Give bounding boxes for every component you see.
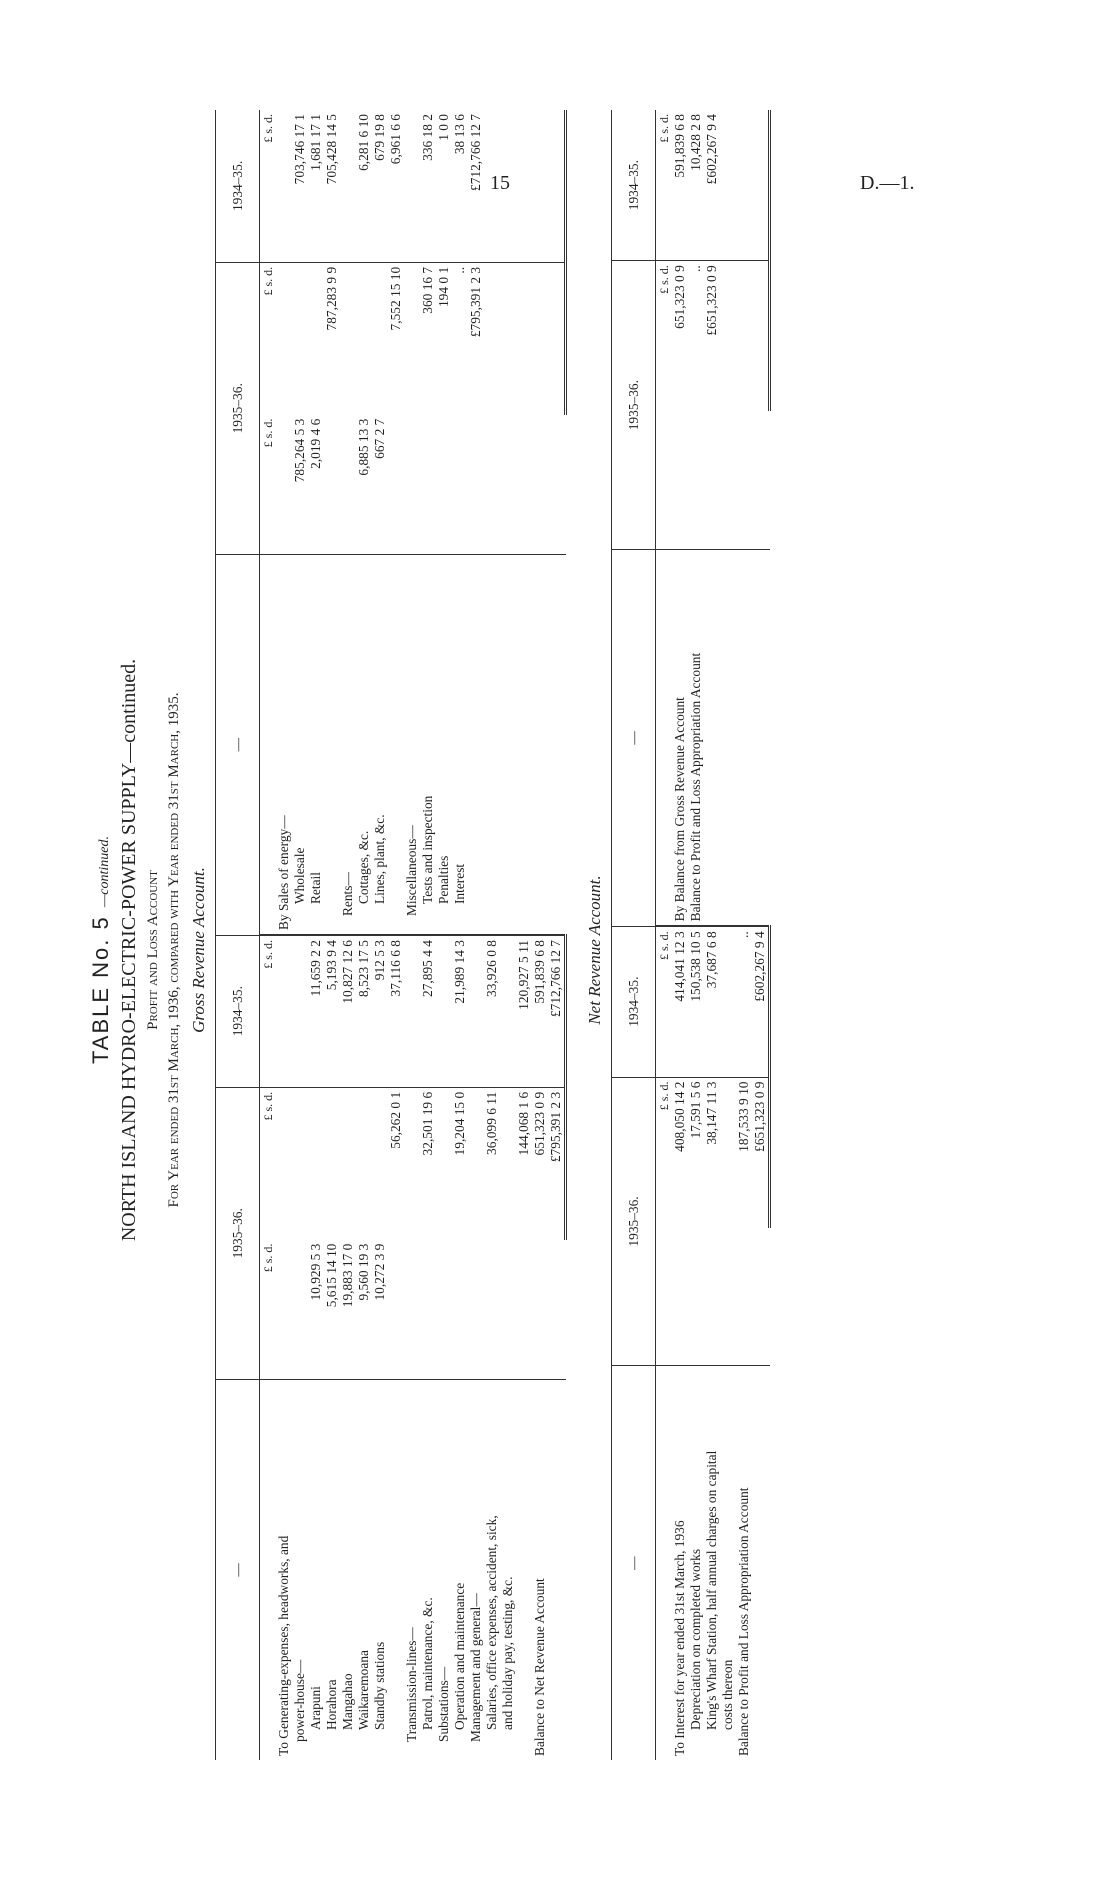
debit-description: Salaries, office expenses, accident, sick,: [484, 1379, 500, 1760]
credit-amount-1936: 194 0 1: [436, 262, 452, 414]
unit-label: £ s. d.: [656, 1077, 673, 1228]
debit-amount-1936: [468, 1087, 484, 1239]
debit-amount-1935: [436, 935, 452, 1087]
net-row: [720, 110, 736, 1760]
debit-description: Patrol, maintenance, &c.: [420, 1379, 436, 1760]
credit-amount-1936: [340, 262, 356, 414]
net-header-row: [612, 110, 656, 1760]
debit-description: power-house—: [292, 1379, 308, 1760]
gross-head-1935-left: 1934–35.: [216, 935, 260, 1087]
credit-amount-item: [388, 415, 404, 555]
credit-amount-1935: 591,839 6 8: [672, 114, 687, 178]
credit-amount-1936: [500, 262, 516, 414]
debit-amount-1935: 120,927 5 11: [516, 935, 532, 1087]
debit-description: [752, 1366, 770, 1760]
credit-amount-item: 667 2 7: [372, 418, 387, 459]
gross-head-desc-right: —: [216, 554, 260, 935]
debit-amount-item: 5,615 14 10: [324, 1243, 339, 1308]
credit-amount-1935: £602,267 9 4: [704, 114, 719, 185]
credit-amount-1935: [736, 110, 752, 261]
credit-description: Interest: [452, 554, 468, 935]
debit-description: costs thereon: [720, 1366, 736, 1760]
gross-row: [420, 110, 436, 1760]
period-line: For Year ended 31st March, 1936, compared with Year ended 31st March, 1935.: [166, 692, 182, 1208]
credit-amount-item: 6,885 13 3: [356, 418, 371, 476]
credit-amount-1935: 679 19 8: [372, 114, 387, 161]
gross-row: [308, 110, 324, 1760]
credit-description: Cottages, &c.: [356, 554, 372, 935]
gross-row: [372, 110, 388, 1760]
debit-description: Balance to Profit and Loss Appropriation Account: [736, 1366, 752, 1760]
debit-amount-1935: 37,116 6 8: [388, 935, 404, 1087]
credit-amount-1936: £651,323 0 9: [704, 261, 720, 412]
debit-amount-1936: [340, 1087, 356, 1239]
credit-description: Rents—: [340, 554, 356, 935]
credit-amount-1935: [752, 110, 770, 261]
credit-amount-item: [436, 415, 452, 555]
credit-description: [468, 554, 484, 935]
debit-amount-1935: 27,895 4 4: [420, 935, 436, 1087]
credit-amount-item: [720, 411, 736, 549]
debit-amount-1935: [276, 935, 292, 1087]
credit-amount-1936: [404, 262, 420, 414]
debit-amount-1936: 38,147 11 3: [704, 1077, 720, 1228]
net-row: [672, 110, 688, 1760]
debit-description: Horahora: [324, 1379, 340, 1760]
credit-amount-item: [420, 415, 436, 555]
credit-description: [736, 550, 752, 927]
credit-amount-1936: 7,552 15 10: [388, 262, 404, 414]
net-row: [752, 110, 770, 1760]
credit-amount-1936: ..: [452, 262, 468, 414]
credit-description: Wholesale: [292, 554, 308, 935]
credit-amount-1935: [516, 110, 532, 262]
gross-row: [532, 110, 548, 1760]
credit-amount-1936: [484, 262, 500, 414]
net-head-1935-right: 1934–35.: [612, 110, 656, 261]
credit-amount-1936: [356, 262, 372, 414]
credit-amount-item: [736, 411, 752, 549]
credit-amount-item: [688, 411, 704, 549]
debit-amount-1935: [468, 935, 484, 1087]
gross-row: [548, 110, 566, 1760]
debit-amount-1936: [500, 1087, 516, 1239]
debit-amount-item: [436, 1240, 452, 1380]
credit-description: Retail: [308, 554, 324, 935]
table-number: [88, 90, 114, 1810]
debit-amount-1936: [404, 1087, 420, 1239]
credit-amount-1936: [736, 261, 752, 412]
gross-row: [468, 110, 484, 1760]
debit-amount-1935: [500, 935, 516, 1087]
debit-amount-1935: £602,267 9 4: [752, 926, 770, 1077]
credit-amount-1936: [752, 261, 770, 412]
credit-amount-1936: [516, 262, 532, 414]
gross-row: [516, 110, 532, 1760]
credit-amount-1935: 10,428 2 8: [688, 114, 703, 171]
credit-description: [548, 554, 566, 935]
credit-amount-item: [324, 415, 340, 555]
net-unit-row: [656, 110, 673, 1760]
credit-amount-item: [532, 415, 548, 555]
credit-amount-1936: £795,391 2 3: [468, 262, 484, 414]
credit-description: Balance to Profit and Loss Appropriation Account: [688, 550, 704, 927]
debit-amount-1936: [372, 1087, 388, 1239]
gross-unit-row: [260, 110, 277, 1760]
debit-amount-1935: £712,766 12 7: [548, 935, 566, 1087]
unit-label: £ s. d.: [656, 926, 673, 1077]
credit-amount-1936: 651,323 0 9: [672, 261, 688, 412]
credit-amount-item: [340, 415, 356, 555]
debit-amount-item: [516, 1240, 532, 1380]
debit-amount-1935: 8,523 17 5: [356, 935, 372, 1087]
debit-amount-1936: [436, 1087, 452, 1239]
credit-amount-1935: 1,681 17 1: [308, 114, 323, 171]
unit-label: £ s. d.: [260, 1087, 277, 1239]
unit-label: £ s. d.: [656, 261, 673, 412]
debit-amount-item: [736, 1228, 752, 1366]
debit-amount-item: [688, 1228, 704, 1366]
credit-amount-1935: [404, 110, 420, 262]
debit-description: To Generating-expenses, headworks, and: [276, 1379, 292, 1760]
debit-description: Balance to Net Revenue Account: [532, 1379, 548, 1760]
net-caption: Net Revenue Account.: [585, 875, 604, 1025]
gross-revenue-table: [215, 110, 567, 1760]
net-revenue-table: [611, 110, 771, 1760]
debit-amount-1936: 187,533 9 10: [736, 1077, 752, 1228]
debit-amount-1935: [292, 935, 308, 1087]
debit-amount-item: [276, 1240, 292, 1380]
debit-amount-1936: [276, 1087, 292, 1239]
credit-amount-item: [484, 415, 500, 555]
gross-head-1935-right: 1934–35.: [216, 110, 260, 262]
credit-amount-1935: [532, 110, 548, 262]
credit-amount-1936: [292, 262, 308, 414]
gross-header-row: [216, 110, 260, 1760]
credit-amount-item: [516, 415, 532, 555]
credit-description: [752, 550, 770, 927]
unit-label: £ s. d.: [260, 262, 277, 414]
debit-description: Substations—: [436, 1379, 452, 1760]
credit-amount-1935: £712,766 12 7: [468, 114, 483, 191]
unit-label: £ s. d.: [261, 418, 275, 448]
credit-amount-1936: ..: [688, 261, 704, 412]
credit-amount-1936: [720, 261, 736, 412]
debit-amount-item: [452, 1240, 468, 1380]
debit-amount-1936: £795,391 2 3: [548, 1087, 566, 1239]
debit-amount-item: [672, 1228, 688, 1366]
credit-amount-1935: 6,281 6 10: [356, 114, 371, 171]
net-head-1935-left: 1934–35.: [612, 926, 656, 1077]
credit-description: By Balance from Gross Revenue Account: [672, 550, 688, 927]
credit-amount-1935: [340, 110, 356, 262]
credit-description: [324, 554, 340, 935]
credit-amount-1936: [372, 262, 388, 414]
credit-amount-1935: [484, 110, 500, 262]
debit-amount-1935: ..: [736, 926, 752, 1077]
debit-amount-item: [704, 1228, 720, 1366]
credit-amount-1935: 1 0 0: [436, 114, 451, 141]
debit-description: Depreciation on completed works: [688, 1366, 704, 1760]
debit-amount-item: [548, 1240, 566, 1380]
credit-amount-item: [752, 411, 770, 549]
debit-amount-item: [292, 1240, 308, 1380]
debit-description: [516, 1379, 532, 1760]
page-number: 15: [490, 172, 510, 194]
credit-description: Tests and inspection: [420, 554, 436, 935]
debit-amount-1935: [720, 926, 736, 1077]
net-row: [736, 110, 752, 1760]
debit-amount-1935: 5,193 9 4: [324, 935, 340, 1087]
debit-amount-1935: 912 5 3: [372, 935, 388, 1087]
credit-amount-1936: [308, 262, 324, 414]
debit-description: To Interest for year ended 31st March, 1936: [672, 1366, 688, 1760]
debit-amount-1936: 651,323 0 9: [532, 1087, 548, 1239]
debit-description: Operation and maintenance: [452, 1379, 468, 1760]
debit-amount-1935: 10,827 12 6: [340, 935, 356, 1087]
credit-description: Lines, plant, &c.: [372, 554, 388, 935]
debit-description: [548, 1379, 566, 1760]
credit-description: [704, 550, 720, 927]
gross-row: [324, 110, 340, 1760]
debit-description: [388, 1379, 404, 1760]
main-title: NORTH ISLAND HYDRO-ELECTRIC-POWER SUPPLY—continued.: [118, 658, 140, 1242]
debit-amount-1936: [292, 1087, 308, 1239]
debit-amount-item: [420, 1240, 436, 1380]
gross-row: [356, 110, 372, 1760]
gross-row: [388, 110, 404, 1760]
debit-amount-1935: 11,659 2 2: [308, 935, 324, 1087]
debit-amount-1935: 150,538 10 5: [688, 926, 704, 1077]
debit-amount-1935: 33,926 0 8: [484, 935, 500, 1087]
credit-amount-1936: [532, 262, 548, 414]
unit-label: £ s. d.: [261, 114, 275, 143]
gross-row: [484, 110, 500, 1760]
credit-description: [484, 554, 500, 935]
debit-amount-1936: 408,050 14 2: [672, 1077, 688, 1228]
debit-amount-item: [388, 1240, 404, 1380]
debit-amount-1935: 591,839 6 8: [532, 935, 548, 1087]
credit-amount-1936: [548, 262, 566, 414]
net-head-1936-right: 1935–36.: [612, 261, 656, 550]
credit-description: [532, 554, 548, 935]
net-head-desc-left: —: [612, 1366, 656, 1760]
credit-amount-1935: [500, 110, 516, 262]
debit-amount-1936: [324, 1087, 340, 1239]
net-row: [704, 110, 720, 1760]
debit-amount-1936: 56,262 0 1: [388, 1087, 404, 1239]
gross-row: [292, 110, 308, 1760]
gross-head-1936-right: 1935–36.: [216, 262, 260, 554]
net-head-1936-left: 1935–36.: [612, 1077, 656, 1366]
debit-amount-item: [532, 1240, 548, 1380]
debit-description: Management and general—: [468, 1379, 484, 1760]
credit-amount-1935: 703,746 17 1: [292, 114, 307, 185]
credit-description: [388, 554, 404, 935]
credit-description: [516, 554, 532, 935]
gross-row: [500, 110, 516, 1760]
debit-description: Arapuni: [308, 1379, 324, 1760]
debit-amount-item: 19,883 17 0: [340, 1243, 355, 1308]
gross-head-1936-left: 1935–36.: [216, 1087, 260, 1379]
unit-label: £ s. d.: [260, 935, 277, 1087]
credit-amount-item: [452, 415, 468, 555]
debit-amount-1935: [404, 935, 420, 1087]
credit-amount-1935: [548, 110, 566, 262]
debit-amount-1936: £651,323 0 9: [752, 1077, 770, 1228]
credit-description: By Sales of energy—: [276, 554, 292, 935]
debit-amount-1936: [356, 1087, 372, 1239]
debit-amount-1936: 17,591 5 6: [688, 1077, 704, 1228]
debit-amount-1936: 32,501 19 6: [420, 1087, 436, 1239]
credit-amount-1935: 6,961 6 6: [388, 114, 403, 165]
debit-description: Waikaremoana: [356, 1379, 372, 1760]
debit-amount-item: 10,929 5 3: [308, 1243, 323, 1301]
debit-amount-item: [720, 1228, 736, 1366]
debit-amount-item: [404, 1240, 420, 1380]
debit-amount-item: [468, 1240, 484, 1380]
net-head-desc-right: —: [612, 550, 656, 927]
credit-amount-item: 2,019 4 6: [308, 418, 323, 469]
credit-amount-item: [276, 415, 292, 555]
credit-amount-item: [672, 411, 688, 549]
debit-description: King's Wharf Station, half annual charges on capital: [704, 1366, 720, 1760]
debit-description: and holiday pay, testing, &c.: [500, 1379, 516, 1760]
credit-description: Penalties: [436, 554, 452, 935]
gross-caption: Gross Revenue Account.: [189, 867, 208, 1033]
debit-amount-1936: [720, 1077, 736, 1228]
credit-description: Miscellaneous—: [404, 554, 420, 935]
debit-amount-1936: [308, 1087, 324, 1239]
credit-amount-1935: 38 13 6: [452, 114, 467, 155]
credit-amount-1936: 787,283 9 9: [324, 262, 340, 414]
debit-amount-item: [752, 1228, 770, 1366]
credit-amount-1935: 336 18 2: [420, 114, 435, 161]
unit-label: £ s. d.: [261, 1243, 275, 1273]
gross-row: [436, 110, 452, 1760]
credit-amount-item: [468, 415, 484, 555]
credit-amount-item: [548, 415, 566, 555]
credit-amount-1935: 705,428 14 5: [324, 114, 339, 185]
unit-label: £ s. d.: [657, 114, 671, 143]
credit-description: [720, 550, 736, 927]
debit-amount-item: [500, 1240, 516, 1380]
gross-row: [340, 110, 356, 1760]
gross-head-desc-left: —: [216, 1379, 260, 1760]
table-number-text: TABLE No. 5: [88, 915, 113, 1065]
debit-amount-item: [484, 1240, 500, 1380]
debit-amount-1935: 21,989 14 3: [452, 935, 468, 1087]
credit-amount-1936: [276, 262, 292, 414]
debit-amount-1936: 36,099 6 11: [484, 1087, 500, 1239]
credit-description: [500, 554, 516, 935]
subtitle: Profit and Loss Account: [145, 870, 161, 1030]
credit-amount-1935: [276, 110, 292, 262]
debit-amount-item: 9,560 19 3: [356, 1243, 371, 1301]
credit-amount-item: [704, 411, 720, 549]
net-row: [688, 110, 704, 1760]
credit-amount-1936: 360 16 7: [420, 262, 436, 414]
gross-row: [452, 110, 468, 1760]
debit-amount-1935: 37,687 6 8: [704, 926, 720, 1077]
credit-amount-item: [500, 415, 516, 555]
debit-amount-1935: 414,041 12 3: [672, 926, 688, 1077]
debit-amount-item: 10,272 3 9: [372, 1243, 387, 1301]
gross-row: [404, 110, 420, 1760]
gross-row: [276, 110, 292, 1760]
debit-description: Transmission-lines—: [404, 1379, 420, 1760]
debit-description: Standby stations: [372, 1379, 388, 1760]
credit-amount-1935: [720, 110, 736, 261]
credit-amount-item: 785,264 5 3: [292, 418, 307, 483]
continued-note: —continued.: [97, 835, 112, 908]
debit-description: Mangahao: [340, 1379, 356, 1760]
credit-amount-item: [404, 415, 420, 555]
document-reference: D.—1.: [860, 172, 915, 194]
rotated-content: [60, 90, 960, 1810]
debit-amount-1936: 144,068 1 6: [516, 1087, 532, 1239]
debit-amount-1936: 19,204 15 0: [452, 1087, 468, 1239]
